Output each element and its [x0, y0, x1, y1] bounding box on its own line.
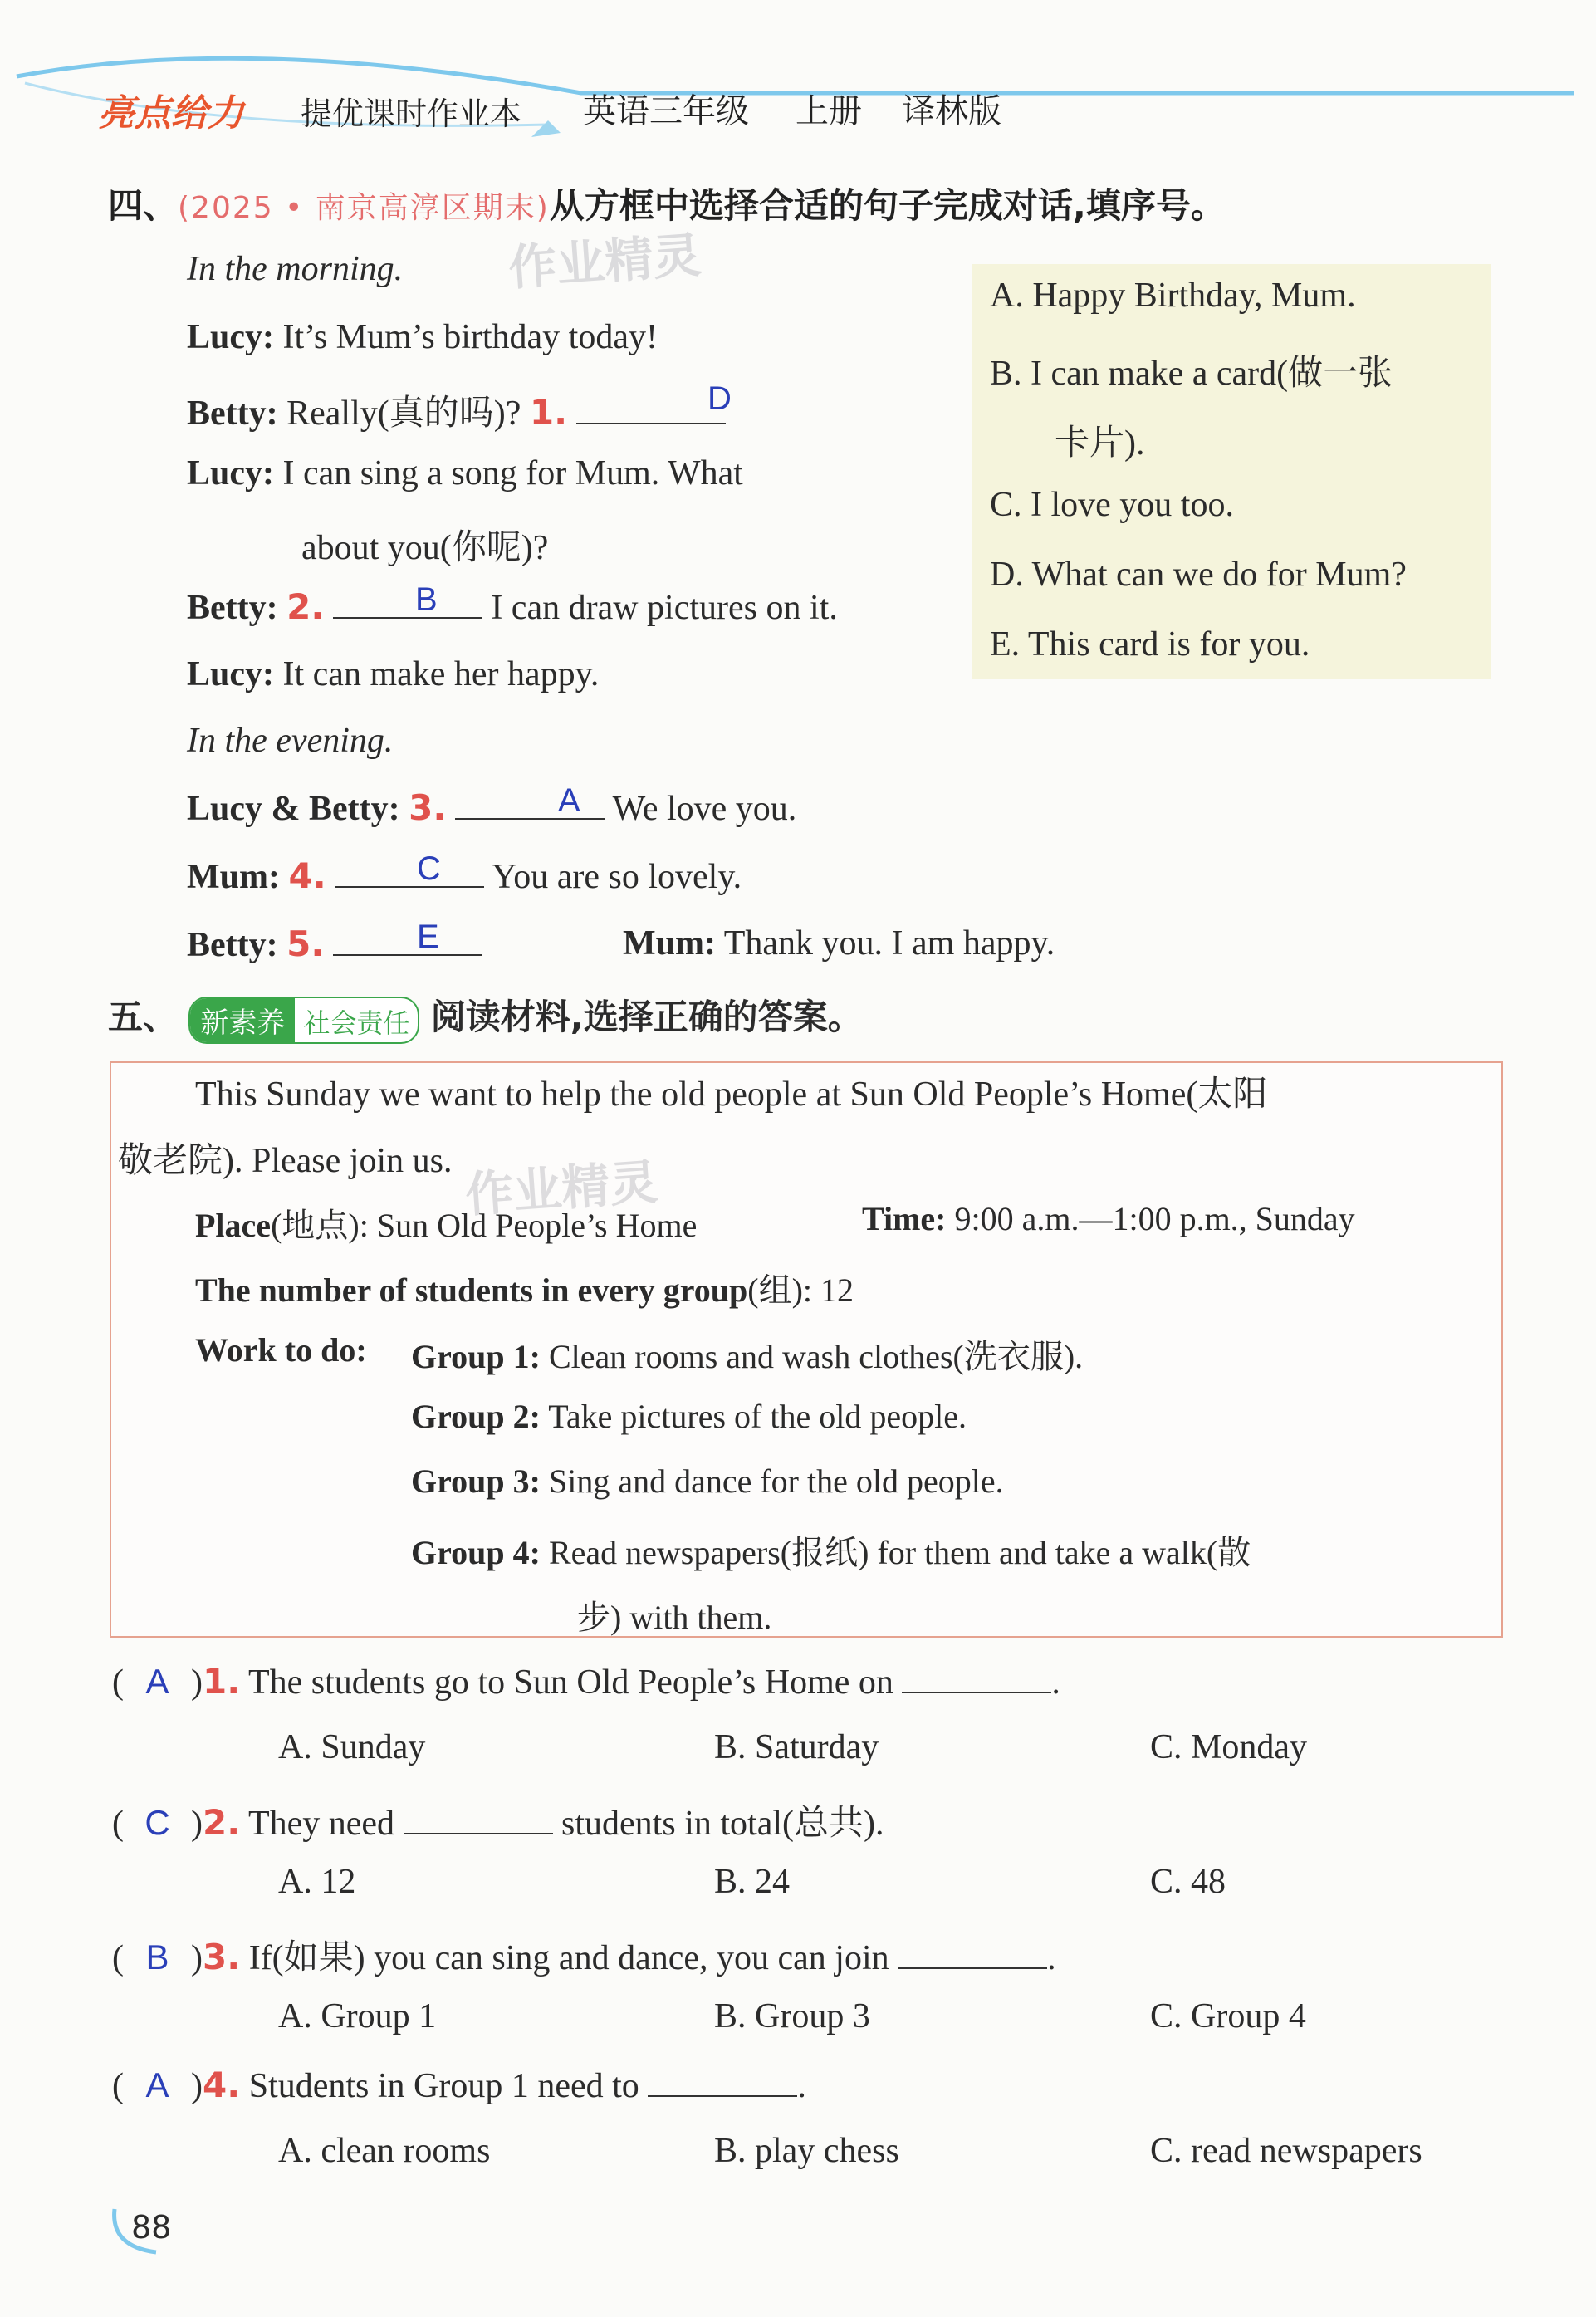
question-number: 2.	[286, 586, 325, 627]
subject-label: 英语三年级	[583, 92, 749, 130]
book-title: 提优课时作业本	[301, 96, 522, 132]
group-label: Group 4:	[411, 1534, 541, 1571]
passage-p1: This Sunday we want to help the old people at Sun Old People’s Home(太阳	[195, 1075, 1268, 1114]
option-a: A. Happy Birthday, Mum.	[990, 277, 1356, 315]
option-b-cont: 卡片).	[1055, 424, 1145, 463]
group-1	[411, 1330, 1083, 1378]
answer[interactable]: C	[144, 1803, 170, 1842]
question-3: ( B )3. If(如果) you can sing and dance, you can join .	[112, 1937, 1056, 1977]
source-tag: (2025 • 南京高淳区期末)	[178, 191, 550, 225]
time-label: Time:	[862, 1200, 947, 1237]
badge-primary: 新素养	[190, 998, 295, 1042]
line-text: I can sing a song for Mum. What	[282, 454, 743, 492]
dialogue-line-6	[187, 787, 796, 829]
heading-evening: In the evening.	[187, 722, 394, 760]
line-text: I can draw pictures on it.	[491, 589, 838, 627]
place-cn: (地点):	[271, 1207, 369, 1244]
group-text: Take pictures of the old people.	[548, 1398, 967, 1435]
answer-5: E	[417, 918, 439, 955]
question-stem: They need	[247, 1805, 395, 1843]
speaker: Betty:	[187, 589, 278, 627]
place-label: Place	[195, 1207, 272, 1244]
line-text: You are so lovely.	[492, 858, 742, 896]
number-value: 12	[820, 1271, 854, 1309]
question-number: 5.	[286, 923, 325, 964]
question-stem: If(如果) you can sing and dance, you can join	[248, 1939, 889, 1977]
dialogue-line-1	[187, 317, 658, 357]
speaker: Lucy & Betty:	[187, 790, 400, 828]
speaker: Lucy:	[187, 318, 274, 356]
group-text: Sing and dance for the old people.	[548, 1462, 1004, 1500]
answer-1: D	[707, 380, 732, 417]
answer[interactable]: A	[145, 2065, 169, 2104]
number-cn: (组):	[747, 1271, 813, 1309]
q4-option-a[interactable]: A. clean rooms	[278, 2132, 491, 2170]
passage-p1-cont: 敬老院). Please join us.	[118, 1142, 453, 1180]
q1-option-a[interactable]: A. Sunday	[278, 1728, 426, 1766]
question-stem: Students in Group 1 need to	[248, 2067, 639, 2105]
speaker: Betty:	[187, 394, 278, 433]
speaker: Betty:	[187, 926, 278, 964]
group-text: Read newspapers(报纸) for them and take a walk(散	[548, 1534, 1251, 1571]
group-label: Group 3:	[411, 1462, 541, 1500]
line-text: Really(真的吗)?	[286, 394, 521, 433]
question-number: 1.	[203, 1661, 241, 1702]
place-value: Sun Old People’s Home	[376, 1207, 698, 1244]
question-stem: The students go to Sun Old People’s Home on	[247, 1663, 893, 1702]
section-5-title	[108, 990, 863, 1044]
answer-4: C	[417, 850, 441, 887]
dialogue-line-2	[187, 385, 726, 435]
watermark: 作业精灵	[463, 1153, 660, 1223]
dialogue-line-4	[187, 586, 838, 628]
group-4	[411, 1526, 1251, 1574]
speaker: Lucy:	[187, 655, 274, 693]
q2-option-a[interactable]: A. 12	[278, 1863, 356, 1901]
work-label: Work to do:	[195, 1331, 367, 1369]
answer-blank[interactable]	[333, 954, 482, 956]
passage-place-time	[195, 1199, 697, 1247]
answer-blank[interactable]	[576, 423, 726, 424]
speaker: Mum:	[187, 858, 280, 896]
line-text: We love you.	[612, 790, 797, 828]
answer-blank[interactable]	[333, 617, 482, 619]
time-value: 9:00 a.m.—1:00 p.m., Sunday	[954, 1200, 1355, 1237]
answer[interactable]: B	[145, 1937, 169, 1977]
group-text: Clean rooms and wash clothes(洗衣服).	[548, 1338, 1084, 1375]
q3-option-a[interactable]: A. Group 1	[278, 1997, 437, 2035]
dialogue-line-3	[187, 453, 743, 493]
q3-option-b[interactable]: B. Group 3	[714, 1997, 870, 2035]
option-e: E. This card is for you.	[990, 625, 1310, 664]
answer-3: A	[558, 782, 580, 819]
question-1: ( A )1. The students go to Sun Old People’s Home on .	[112, 1661, 1060, 1702]
heading-morning: In the morning.	[187, 250, 404, 288]
group-2	[411, 1397, 967, 1436]
question-number: 4.	[288, 855, 326, 896]
speaker: Mum:	[623, 924, 716, 963]
q2-option-b[interactable]: B. 24	[714, 1863, 791, 1901]
q3-option-c[interactable]: C. Group 4	[1150, 1997, 1306, 2035]
badge	[188, 997, 419, 1044]
volume-label: 上册	[796, 92, 862, 130]
question-number: 3.	[203, 1937, 241, 1977]
answer-blank[interactable]	[648, 2095, 797, 2097]
brand-logo: 亮点给力	[98, 92, 244, 135]
q2-option-c[interactable]: C. 48	[1150, 1863, 1226, 1901]
answer-blank[interactable]	[898, 1967, 1047, 1969]
badge-secondary: 社会责任	[303, 1007, 410, 1039]
q1-option-c[interactable]: C. Monday	[1150, 1728, 1307, 1766]
passage-time	[862, 1199, 1355, 1238]
q4-option-c[interactable]: C. read newspapers	[1150, 2132, 1422, 2170]
question-number: 3.	[409, 787, 447, 828]
dialogue-line-3-cont: about you(你呢)?	[301, 529, 549, 567]
page-number: 88	[131, 2209, 172, 2246]
passage-number	[195, 1264, 854, 1311]
line-text: It can make her happy.	[282, 655, 600, 693]
question-2: ( C )2. They need students in total(总共).	[112, 1802, 884, 1843]
line-text: Thank you. I am happy.	[723, 924, 1055, 963]
q1-option-b[interactable]: B. Saturday	[714, 1728, 879, 1766]
line-text: It’s Mum’s birthday today!	[282, 318, 658, 356]
question-number: 2.	[203, 1802, 241, 1843]
section-number: 四、	[108, 185, 179, 226]
instruction: 阅读材料,选择正确的答案。	[430, 997, 863, 1037]
dialogue-line-5	[187, 654, 599, 694]
option-c: C. I love you too.	[990, 486, 1234, 524]
header-bar	[0, 0, 1596, 145]
answer-blank[interactable]	[404, 1833, 553, 1834]
speaker: Lucy:	[187, 454, 274, 492]
number-label: The number of students in every group	[195, 1271, 748, 1309]
group-label: Group 1:	[411, 1338, 541, 1375]
answer-blank[interactable]	[455, 818, 605, 820]
watermark: 作业精灵	[507, 226, 703, 296]
dialogue-line-9	[623, 923, 1055, 963]
answer-blank[interactable]	[902, 1692, 1051, 1693]
option-b: B. I can make a card(做一张	[990, 355, 1393, 393]
answer[interactable]: A	[145, 1662, 169, 1701]
question-number: 1.	[529, 392, 568, 433]
option-box	[972, 264, 1491, 679]
section-number: 五、	[108, 997, 179, 1037]
edition-label: 译林版	[902, 92, 1001, 130]
option-d: D. What can we do for Mum?	[990, 556, 1407, 594]
group-3	[411, 1462, 1004, 1501]
question-4: ( A )4. Students in Group 1 need to .	[112, 2065, 806, 2105]
instruction: 从方框中选择合适的句子完成对话,填序号。	[549, 185, 1226, 226]
dialogue-line-7	[187, 855, 742, 897]
answer-2: B	[415, 581, 438, 618]
q4-option-b[interactable]: B. play chess	[714, 2132, 899, 2170]
group-4-cont: 步) with them.	[577, 1599, 772, 1636]
group-label: Group 2:	[411, 1398, 541, 1435]
question-number: 4.	[203, 2065, 241, 2105]
answer-blank[interactable]	[335, 886, 484, 888]
